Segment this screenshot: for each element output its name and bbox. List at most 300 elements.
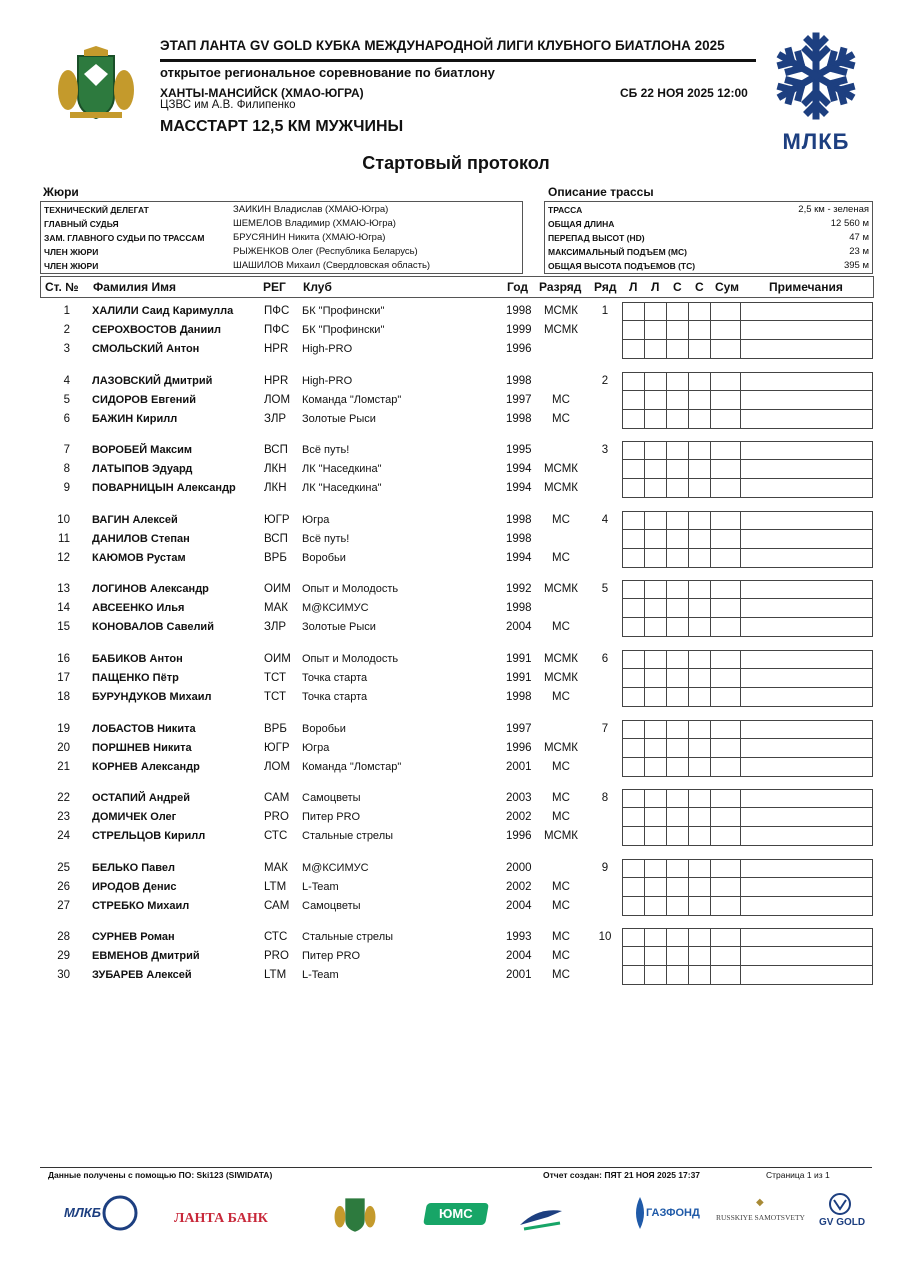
result-cell	[666, 739, 689, 758]
athlete-club: Золотые Рыси	[302, 621, 376, 634]
athlete-region: СТС	[264, 931, 288, 944]
result-cell	[622, 739, 645, 758]
athlete-region: ВРБ	[264, 722, 287, 735]
col-header-no: Ст. №	[45, 280, 79, 294]
result-cell	[740, 789, 873, 808]
footer-created: Отчет создан: ПЯТ 21 НОЯ 2025 17:37	[543, 1170, 701, 1180]
result-cell	[644, 479, 667, 498]
athlete-birth-year: 1997	[506, 393, 532, 406]
athlete-region: ЗЛР	[264, 412, 287, 425]
athlete-rank: МС	[552, 412, 570, 425]
result-cell	[740, 808, 873, 827]
athlete-name: БЕЛЬКО Павел	[92, 861, 175, 874]
result-cell	[688, 460, 711, 479]
result-cell	[666, 827, 689, 846]
athlete-row	[40, 580, 872, 599]
athlete-region: ПФС	[264, 305, 290, 317]
result-cell	[644, 580, 667, 599]
athlete-name: ПАЩЕНКО Пётр	[92, 672, 179, 684]
athlete-row	[40, 859, 872, 878]
result-cell	[622, 340, 645, 359]
result-cell	[688, 669, 711, 688]
athlete-row	[40, 391, 872, 410]
result-cell	[644, 618, 667, 637]
col-header-year: Год	[507, 280, 528, 294]
athlete-name: ВОРОБЕЙ Максим	[92, 444, 192, 457]
result-cell	[688, 928, 711, 947]
result-cell	[688, 720, 711, 739]
result-cell	[644, 878, 667, 897]
athlete-birth-year: 1994	[506, 463, 532, 476]
result-cell	[740, 302, 873, 321]
athlete-row	[40, 599, 872, 618]
athlete-club: Воробьи	[302, 722, 346, 735]
result-cell	[740, 928, 873, 947]
result-cell	[622, 928, 645, 947]
result-cell	[688, 947, 711, 966]
track-section-title: Описание трассы	[548, 185, 654, 199]
athlete-name: ДОМИЧЕК Олег	[92, 811, 177, 824]
athlete-name: КОНОВАЛОВ Савелий	[92, 621, 214, 634]
col-header-rank: Разряд	[539, 280, 582, 294]
athlete-start-number: 26	[57, 880, 70, 893]
athlete-club: ЛК "Наседкина"	[302, 482, 382, 495]
result-cell	[622, 549, 645, 568]
result-cell	[688, 410, 711, 429]
result-cell	[644, 789, 667, 808]
athlete-birth-year: 1998	[506, 691, 532, 703]
result-cell	[644, 372, 667, 391]
col-header-stand1: С	[673, 280, 682, 294]
result-cell	[644, 391, 667, 410]
result-cell	[740, 599, 873, 618]
result-cell	[710, 928, 741, 947]
result-cell	[740, 947, 873, 966]
col-header-stand2: С	[695, 280, 704, 294]
jury-section-title: Жюри	[43, 185, 79, 199]
col-header-club: Клуб	[303, 280, 332, 294]
result-cell	[688, 897, 711, 916]
athlete-name: ЛОГИНОВ Александр	[92, 583, 209, 596]
athlete-lane: 2	[601, 374, 609, 387]
athlete-club: Золотые Рыси	[302, 412, 376, 425]
result-cell	[710, 878, 741, 897]
result-cell	[740, 580, 873, 599]
athlete-row	[40, 947, 872, 966]
athlete-start-number: 30	[57, 969, 70, 982]
result-cell	[710, 720, 741, 739]
athlete-start-number: 4	[63, 374, 70, 387]
result-cell	[740, 897, 873, 916]
athlete-rank: МС	[552, 931, 570, 944]
result-cell	[710, 391, 741, 410]
athlete-birth-year: 1992	[506, 583, 532, 596]
athlete-birth-year: 1998	[506, 513, 532, 526]
athlete-start-number: 19	[57, 722, 70, 735]
result-cell	[688, 739, 711, 758]
result-cell	[740, 758, 873, 777]
athlete-row	[40, 928, 872, 947]
athlete-club: Точка старта	[302, 672, 368, 684]
athlete-region: HPR	[264, 343, 289, 355]
athlete-region: ЮГР	[264, 741, 290, 754]
athlete-region: СТС	[264, 830, 288, 843]
athlete-start-number: 29	[57, 950, 70, 963]
athlete-start-number: 16	[57, 653, 70, 665]
athlete-region: ЗЛР	[264, 621, 287, 634]
result-cell	[644, 758, 667, 777]
athlete-rank: МСМК	[543, 653, 579, 665]
result-cell	[740, 530, 873, 549]
result-cell	[710, 650, 741, 669]
athlete-region: ЮГР	[264, 513, 290, 526]
result-cell	[688, 618, 711, 637]
result-cell	[688, 859, 711, 878]
athlete-lane: 4	[601, 513, 609, 526]
sponsor-gazfond-logo: ГАЗФОНД	[632, 1193, 698, 1235]
result-cell	[710, 808, 741, 827]
sponsor-yums-logo: ЮМС	[425, 1193, 489, 1235]
result-cell	[740, 549, 873, 568]
athlete-birth-year: 1995	[506, 444, 532, 457]
athlete-birth-year: 1991	[506, 672, 532, 684]
race-title: МАССТАРТ 12,5 КМ МУЖЧИНЫ	[160, 118, 404, 135]
athlete-club: Стальные стрелы	[302, 931, 394, 944]
result-cell	[740, 720, 873, 739]
athlete-club: Воробьи	[302, 551, 346, 564]
col-header-lane: Ряд	[594, 280, 617, 294]
result-cell	[688, 549, 711, 568]
event-subtitle: открытое региональное соревнование по биатлону	[160, 65, 495, 80]
athlete-region: PRO	[264, 950, 289, 963]
result-cell	[688, 441, 711, 460]
sponsor-russkiye-samotsvety-logo: ◆ RUSSKIYE SAMOTSVETY	[716, 1197, 805, 1222]
athlete-region: ТСТ	[264, 672, 286, 684]
result-cell	[622, 966, 645, 985]
result-cell	[710, 410, 741, 429]
footer-divider	[40, 1167, 872, 1168]
result-cell	[622, 441, 645, 460]
athlete-rank: МС	[552, 811, 570, 824]
result-cell	[688, 479, 711, 498]
athlete-club: М@КСИМУС	[302, 602, 369, 615]
athlete-name: ПОВАРНИЦЫН Александр	[92, 482, 236, 495]
result-cell	[622, 720, 645, 739]
result-cell	[666, 410, 689, 429]
athlete-row	[40, 789, 872, 808]
athlete-region: ТСТ	[264, 691, 286, 703]
athlete-region: LTM	[264, 880, 287, 893]
result-cell	[666, 720, 689, 739]
result-cell	[622, 460, 645, 479]
athlete-birth-year: 1996	[506, 741, 532, 754]
athlete-start-number: 5	[63, 393, 70, 406]
result-cell	[666, 897, 689, 916]
athlete-birth-year: 2002	[506, 811, 532, 824]
result-cell	[666, 340, 689, 359]
athlete-name: ХАЛИЛИ Саид Каримулла	[92, 305, 234, 317]
result-cell	[710, 511, 741, 530]
athlete-name: СМОЛЬСКИЙ Антон	[92, 343, 200, 355]
athlete-region: PRO	[264, 811, 289, 824]
athlete-row	[40, 758, 872, 777]
athlete-start-number: 14	[57, 602, 70, 615]
result-cell	[666, 669, 689, 688]
result-cell	[622, 650, 645, 669]
result-cell	[740, 441, 873, 460]
event-location: ХАНТЫ-МАНСИЙСК (ХМАО-ЮГРА)	[160, 86, 364, 100]
track-row: ОБЩАЯ ВЫСОТА ПОДЪЕМОВ (TC) 395 м	[548, 260, 869, 271]
athlete-rank: МС	[552, 691, 570, 703]
athlete-birth-year: 2000	[506, 861, 532, 874]
result-cell	[710, 688, 741, 707]
athlete-start-number: 11	[58, 532, 70, 545]
athlete-name: СУРНЕВ Роман	[92, 931, 175, 944]
athlete-row	[40, 618, 872, 637]
athlete-rank: МСМК	[543, 463, 579, 476]
athlete-club: Югра	[302, 741, 330, 754]
athlete-name: БАБИКОВ Антон	[92, 653, 183, 665]
athlete-row	[40, 897, 872, 916]
result-cell	[710, 321, 741, 340]
athlete-rank: МС	[552, 551, 570, 564]
result-cell	[710, 669, 741, 688]
athlete-club: БК "Профински"	[302, 305, 385, 317]
result-cell	[710, 966, 741, 985]
athlete-birth-year: 1998	[506, 532, 532, 545]
result-cell	[740, 618, 873, 637]
result-cell	[740, 511, 873, 530]
athlete-lane: 10	[598, 931, 612, 944]
athlete-rank: МС	[552, 621, 570, 634]
athlete-name: ЗУБАРЕВ Алексей	[92, 969, 192, 982]
result-cell	[710, 827, 741, 846]
athlete-lane: 9	[601, 861, 609, 874]
result-cell	[710, 739, 741, 758]
result-cell	[666, 530, 689, 549]
athlete-start-number: 20	[57, 741, 70, 754]
athlete-start-number: 3	[63, 343, 70, 355]
track-description-table	[544, 201, 873, 274]
mlkb-snowflake-logo	[770, 30, 862, 154]
athlete-club: Точка старта	[302, 691, 368, 703]
result-cell	[666, 321, 689, 340]
result-cell	[688, 340, 711, 359]
result-cell	[688, 302, 711, 321]
athlete-club: Югра	[302, 513, 330, 526]
athlete-row	[40, 441, 872, 460]
result-cell	[740, 739, 873, 758]
athlete-start-number: 7	[63, 444, 70, 457]
athlete-row	[40, 530, 872, 549]
athlete-name: КОРНЕВ Александр	[92, 760, 200, 773]
result-cell	[622, 897, 645, 916]
result-cell	[622, 321, 645, 340]
result-cell	[710, 618, 741, 637]
athlete-lane: 1	[601, 305, 609, 317]
result-cell	[666, 460, 689, 479]
result-cell	[666, 966, 689, 985]
result-cell	[622, 947, 645, 966]
athlete-start-number: 10	[57, 513, 70, 526]
result-cell	[688, 321, 711, 340]
result-cell	[622, 511, 645, 530]
athlete-birth-year: 1996	[506, 830, 532, 843]
result-cell	[740, 878, 873, 897]
athlete-lane: 7	[601, 722, 609, 735]
athlete-start-number: 1	[63, 305, 70, 317]
athlete-row	[40, 808, 872, 827]
result-cell	[710, 599, 741, 618]
athlete-region: САМ	[264, 899, 290, 912]
result-cell	[644, 460, 667, 479]
athlete-region: LTM	[264, 969, 287, 982]
sponsor-mlkb-logo: МЛКБ	[60, 1193, 140, 1235]
result-cell	[710, 580, 741, 599]
start-list-header	[40, 276, 874, 298]
athlete-birth-year: 1999	[506, 324, 532, 336]
gem-icon: ◆	[756, 1197, 764, 1208]
result-cell	[688, 372, 711, 391]
athlete-club: L-Team	[302, 969, 339, 982]
athlete-rank: МСМК	[543, 830, 579, 843]
result-cell	[740, 688, 873, 707]
result-cell	[622, 302, 645, 321]
athlete-birth-year: 2004	[506, 899, 532, 912]
result-cell	[622, 669, 645, 688]
athlete-name: ДАНИЛОВ Степан	[92, 532, 190, 545]
result-cell	[666, 372, 689, 391]
athlete-start-number: 25	[57, 861, 70, 874]
result-cell	[710, 789, 741, 808]
result-cell	[622, 580, 645, 599]
result-cell	[710, 302, 741, 321]
col-header-prone2: Л	[651, 280, 660, 294]
result-cell	[688, 827, 711, 846]
document-title: Стартовый протокол	[362, 153, 550, 173]
result-cell	[740, 827, 873, 846]
athlete-region: ОИМ	[264, 653, 291, 665]
result-cell	[710, 530, 741, 549]
athlete-rank: МСМК	[543, 583, 579, 596]
result-cell	[666, 599, 689, 618]
athlete-row	[40, 460, 872, 479]
event-datetime: СБ 22 НОЯ 2025 12:00	[620, 86, 748, 100]
athlete-row	[40, 720, 872, 739]
sponsor-gv-gold-logo: GV GOLD	[818, 1193, 862, 1235]
athlete-lane: 5	[601, 583, 609, 596]
athlete-birth-year: 1994	[506, 551, 532, 564]
athlete-start-number: 24	[57, 830, 70, 843]
athlete-rank: МС	[552, 950, 570, 963]
result-cell	[740, 966, 873, 985]
athlete-club: Самоцветы	[302, 792, 361, 805]
result-cell	[644, 966, 667, 985]
result-cell	[740, 410, 873, 429]
athlete-start-number: 22	[57, 792, 70, 805]
athlete-club: БК "Профински"	[302, 324, 385, 336]
jury-row: ТЕХНИЧЕСКИЙ ДЕЛЕГАТ ЗАИКИН Владислав (ХМАЮ-Югра)	[44, 204, 389, 215]
result-cell	[644, 530, 667, 549]
athlete-name: БУРУНДУКОВ Михаил	[92, 691, 212, 703]
result-cell	[644, 688, 667, 707]
athlete-rank: МС	[552, 969, 570, 982]
result-cell	[666, 789, 689, 808]
athlete-birth-year: 1998	[506, 412, 532, 425]
athlete-name: СТРЕЛЬЦОВ Кирилл	[92, 830, 206, 843]
result-cell	[622, 391, 645, 410]
result-cell	[688, 511, 711, 530]
athlete-lane: 6	[601, 653, 609, 665]
athlete-rank: МС	[552, 880, 570, 893]
athlete-start-number: 8	[63, 463, 70, 476]
event-venue: ЦЗВС им А.В. Филипенко	[160, 99, 296, 111]
athlete-row	[40, 511, 872, 530]
athlete-start-number: 23	[57, 811, 70, 824]
col-header-sum: Сум	[715, 280, 740, 294]
athlete-name: СИДОРОВ Евгений	[92, 393, 196, 406]
result-cell	[644, 669, 667, 688]
jury-row: ЧЛЕН ЖЮРИ ШАШИЛОВ Михаил (Свердловская область)	[44, 260, 431, 271]
athlete-name: ЛАЗОВСКИЙ Дмитрий	[92, 374, 213, 387]
result-cell	[644, 511, 667, 530]
athlete-rank: МС	[552, 393, 570, 406]
athlete-club: Опыт и Молодость	[302, 583, 399, 596]
result-cell	[688, 650, 711, 669]
result-cell	[622, 878, 645, 897]
result-cell	[622, 827, 645, 846]
result-cell	[622, 758, 645, 777]
result-cell	[740, 321, 873, 340]
result-cell	[644, 302, 667, 321]
athlete-region: ВСП	[264, 444, 288, 457]
athlete-region: ПФС	[264, 324, 290, 336]
athlete-row	[40, 410, 872, 429]
athlete-region: МАК	[264, 861, 288, 874]
result-cell	[644, 739, 667, 758]
athlete-region: ЛКН	[264, 482, 287, 495]
result-cell	[666, 441, 689, 460]
result-cell	[688, 789, 711, 808]
athlete-club: М@КСИМУС	[302, 861, 369, 874]
athlete-birth-year: 2003	[506, 792, 532, 805]
result-cell	[666, 511, 689, 530]
result-cell	[644, 340, 667, 359]
result-cell	[644, 808, 667, 827]
result-cell	[666, 549, 689, 568]
athlete-region: ЛОМ	[264, 760, 291, 773]
result-cell	[622, 599, 645, 618]
athlete-name: БАЖИН Кирилл	[92, 412, 178, 425]
jury-row: ЧЛЕН ЖЮРИ РЫЖЕНКОВ Олег (Республика Беларусь)	[44, 246, 418, 257]
result-cell	[688, 966, 711, 985]
athlete-club: Самоцветы	[302, 899, 361, 912]
athlete-club: High-PRO	[302, 343, 353, 355]
result-cell	[688, 688, 711, 707]
result-cell	[710, 947, 741, 966]
athlete-rank: МС	[552, 899, 570, 912]
athlete-row	[40, 549, 872, 568]
result-cell	[622, 372, 645, 391]
result-cell	[710, 340, 741, 359]
athlete-start-number: 13	[57, 583, 70, 596]
result-cell	[644, 321, 667, 340]
athlete-club: Всё путь!	[302, 532, 350, 545]
result-cell	[710, 479, 741, 498]
athlete-start-number: 15	[57, 621, 70, 634]
result-cell	[666, 947, 689, 966]
result-cell	[622, 859, 645, 878]
